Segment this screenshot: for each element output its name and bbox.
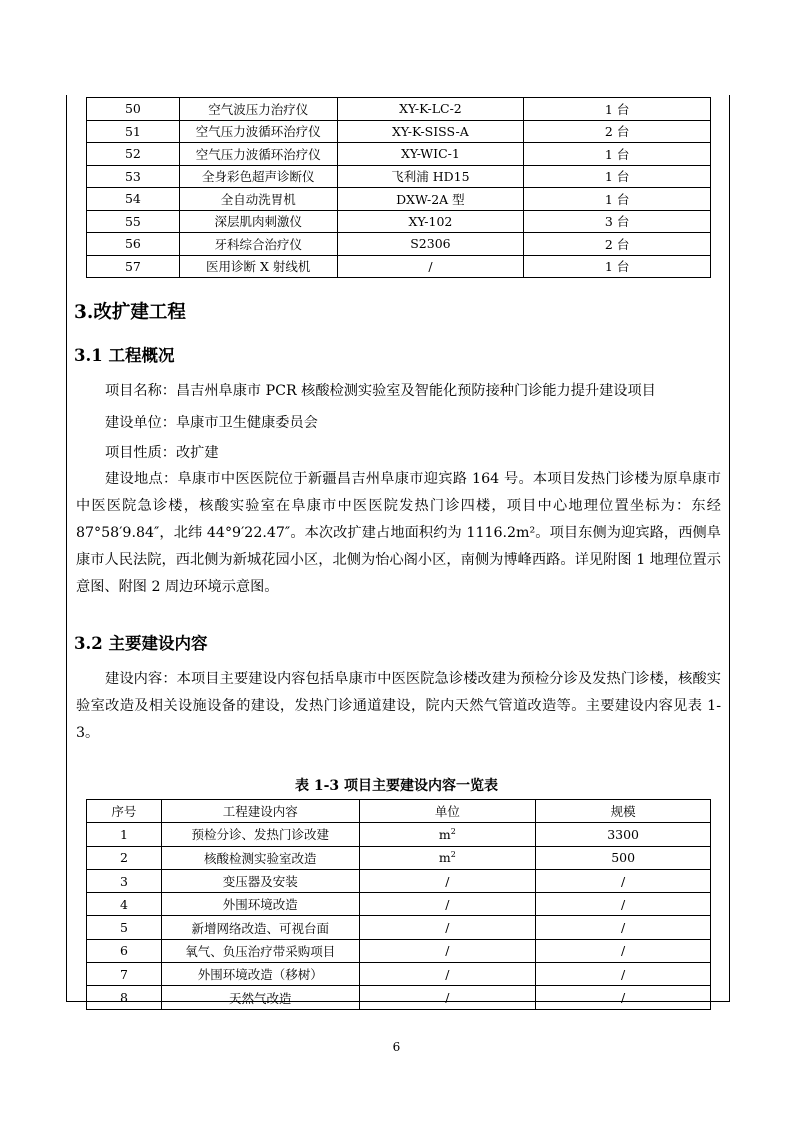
cell-name: 全自动洗胃机 xyxy=(179,188,337,211)
cell-model: S2306 xyxy=(337,233,524,256)
cell-unit xyxy=(359,869,536,892)
table-row xyxy=(87,188,711,211)
table-row xyxy=(87,210,711,233)
cell-model: / xyxy=(337,255,524,278)
cell-qty: 1 台 xyxy=(524,143,711,166)
cell-scale: / xyxy=(536,916,711,939)
cell-item: 天然气改造 xyxy=(161,986,359,1009)
cell-unit xyxy=(359,963,536,986)
cell-item: 外围环境改造（移树） xyxy=(161,963,359,986)
cell-no: 5 xyxy=(87,916,162,939)
content-paragraph: 建设内容：本项目主要建设内容包括阜康市中医医院急诊楼改建为预检分诊及发热门诊楼，核酸实验室改造及相关设施设备的建设，发热门诊通道建设，院内天然气管道改造等。主要建设内容见表 1-3。 xyxy=(76,671,721,741)
cell-qty: 1 台 xyxy=(524,165,711,188)
cell-scale: 500 xyxy=(536,846,711,869)
cell-no: 6 xyxy=(87,939,162,962)
cell-qty: 3 台 xyxy=(524,210,711,233)
unit-base: m xyxy=(438,850,451,866)
cell-unit xyxy=(359,916,536,939)
cell-model: XY-K-SISS-A xyxy=(337,120,524,143)
cell-item: 变压器及安装 xyxy=(161,869,359,892)
cell-scale: / xyxy=(536,869,711,892)
content-table xyxy=(86,799,711,1010)
table-row xyxy=(87,255,711,278)
cell-qty: 2 台 xyxy=(524,120,711,143)
cell-unit xyxy=(359,939,536,962)
cell-no: 1 xyxy=(87,823,162,846)
cell-no: 3 xyxy=(87,869,162,892)
builder-line: 建设单位：阜康市卫生健康委员会 xyxy=(105,415,318,431)
cell-scale: / xyxy=(536,963,711,986)
cell-scale: / xyxy=(536,893,711,916)
header-item: 工程建设内容 xyxy=(161,800,359,823)
cell-model: DXW-2A 型 xyxy=(337,188,524,211)
cell-no: 4 xyxy=(87,893,162,916)
table-row xyxy=(87,98,711,121)
unit-base: / xyxy=(445,873,450,889)
table-header-row xyxy=(87,800,711,823)
table-row xyxy=(87,165,711,188)
table-row xyxy=(87,986,711,1009)
cell-no: 7 xyxy=(87,963,162,986)
cell-qty: 2 台 xyxy=(524,233,711,256)
section-3-1-heading: 3.1 工程概况 xyxy=(74,346,175,365)
cell-item: 预检分诊、发热门诊改建 xyxy=(161,823,359,846)
table-row xyxy=(87,963,711,986)
cell-model: XY-K-LC-2 xyxy=(337,98,524,121)
cell-no: 52 xyxy=(87,143,180,166)
cell-name: 全身彩色超声诊断仪 xyxy=(179,165,337,188)
cell-item: 新增网络改造、可视台面 xyxy=(161,916,359,939)
unit-base: / xyxy=(445,896,450,912)
cell-unit xyxy=(359,823,536,846)
cell-no: 55 xyxy=(87,210,180,233)
header-scale: 规模 xyxy=(536,800,711,823)
unit-base: m xyxy=(438,826,451,842)
cell-qty: 1 台 xyxy=(524,255,711,278)
table-row xyxy=(87,120,711,143)
unit-base: / xyxy=(445,920,450,936)
unit-base: / xyxy=(445,966,450,982)
table-row xyxy=(87,893,711,916)
cell-name: 空气波压力治疗仪 xyxy=(179,98,337,121)
table-row xyxy=(87,233,711,256)
table-row xyxy=(87,846,711,869)
cell-no: 2 xyxy=(87,846,162,869)
table-row xyxy=(87,823,711,846)
page-number: 6 xyxy=(392,1040,401,1054)
cell-model: XY-102 xyxy=(337,210,524,233)
cell-model: 飞利浦 HD15 xyxy=(337,165,524,188)
cell-no: 54 xyxy=(87,188,180,211)
unit-base: / xyxy=(445,943,450,959)
cell-no: 51 xyxy=(87,120,180,143)
table-row xyxy=(87,916,711,939)
cell-name: 空气压力波循环治疗仪 xyxy=(179,143,337,166)
cell-unit xyxy=(359,893,536,916)
cell-unit xyxy=(359,986,536,1009)
unit-base: / xyxy=(445,990,450,1006)
cell-no: 53 xyxy=(87,165,180,188)
header-unit: 单位 xyxy=(359,800,536,823)
cell-name: 牙科综合治疗仪 xyxy=(179,233,337,256)
section-3-2-heading: 3.2 主要建设内容 xyxy=(74,634,208,653)
cell-scale: 3300 xyxy=(536,823,711,846)
cell-scale: / xyxy=(536,986,711,1009)
cell-name: 医用诊断 X 射线机 xyxy=(179,255,337,278)
equipment-table xyxy=(86,97,711,278)
table-row xyxy=(87,869,711,892)
unit-superscript: 2 xyxy=(450,826,456,836)
cell-model: XY-WIC-1 xyxy=(337,143,524,166)
cell-no: 8 xyxy=(87,986,162,1009)
table-caption: 表 1-3 项目主要建设内容一览表 xyxy=(294,778,499,794)
project-name-line: 项目名称：昌吉州阜康市 PCR 核酸检测实验室及智能化预防接种门诊能力提升建设项目 xyxy=(105,383,656,399)
header-no: 序号 xyxy=(87,800,162,823)
cell-no: 57 xyxy=(87,255,180,278)
table-row xyxy=(87,939,711,962)
cell-qty: 1 台 xyxy=(524,188,711,211)
cell-item: 氧气、负压治疗带采购项目 xyxy=(161,939,359,962)
unit-superscript: 2 xyxy=(450,850,456,860)
table-row xyxy=(87,143,711,166)
location-paragraph: 建设地点：阜康市中医医院位于新疆昌吉州阜康市迎宾路 164 号。本项目发热门诊楼为原阜康市中医医院急诊楼，核酸实验室在阜康市中医医院发热门诊四楼，项目中心地理位置坐标为：东经 87°58′9.84″，北纬 44°9′22.47″。本次改扩建占地面积约为 1116.2m²。项目东侧为迎宾路，西侧阜康市人民法院，西北侧为新城花园小区，北侧为怡心阁小区，南侧为博峰西路。详见附图 1 地理位置示意图、附图 2 周边环境示意图。 xyxy=(76,471,721,595)
cell-item: 核酸检测实验室改造 xyxy=(161,846,359,869)
cell-name: 深层肌肉刺激仪 xyxy=(179,210,337,233)
cell-scale: / xyxy=(536,939,711,962)
cell-name: 空气压力波循环治疗仪 xyxy=(179,120,337,143)
cell-unit xyxy=(359,846,536,869)
section-3-heading: 3.改扩建工程 xyxy=(74,302,186,323)
cell-item: 外围环境改造 xyxy=(161,893,359,916)
cell-no: 56 xyxy=(87,233,180,256)
cell-qty: 1 台 xyxy=(524,98,711,121)
nature-line: 项目性质：改扩建 xyxy=(105,445,219,461)
cell-no: 50 xyxy=(87,98,180,121)
